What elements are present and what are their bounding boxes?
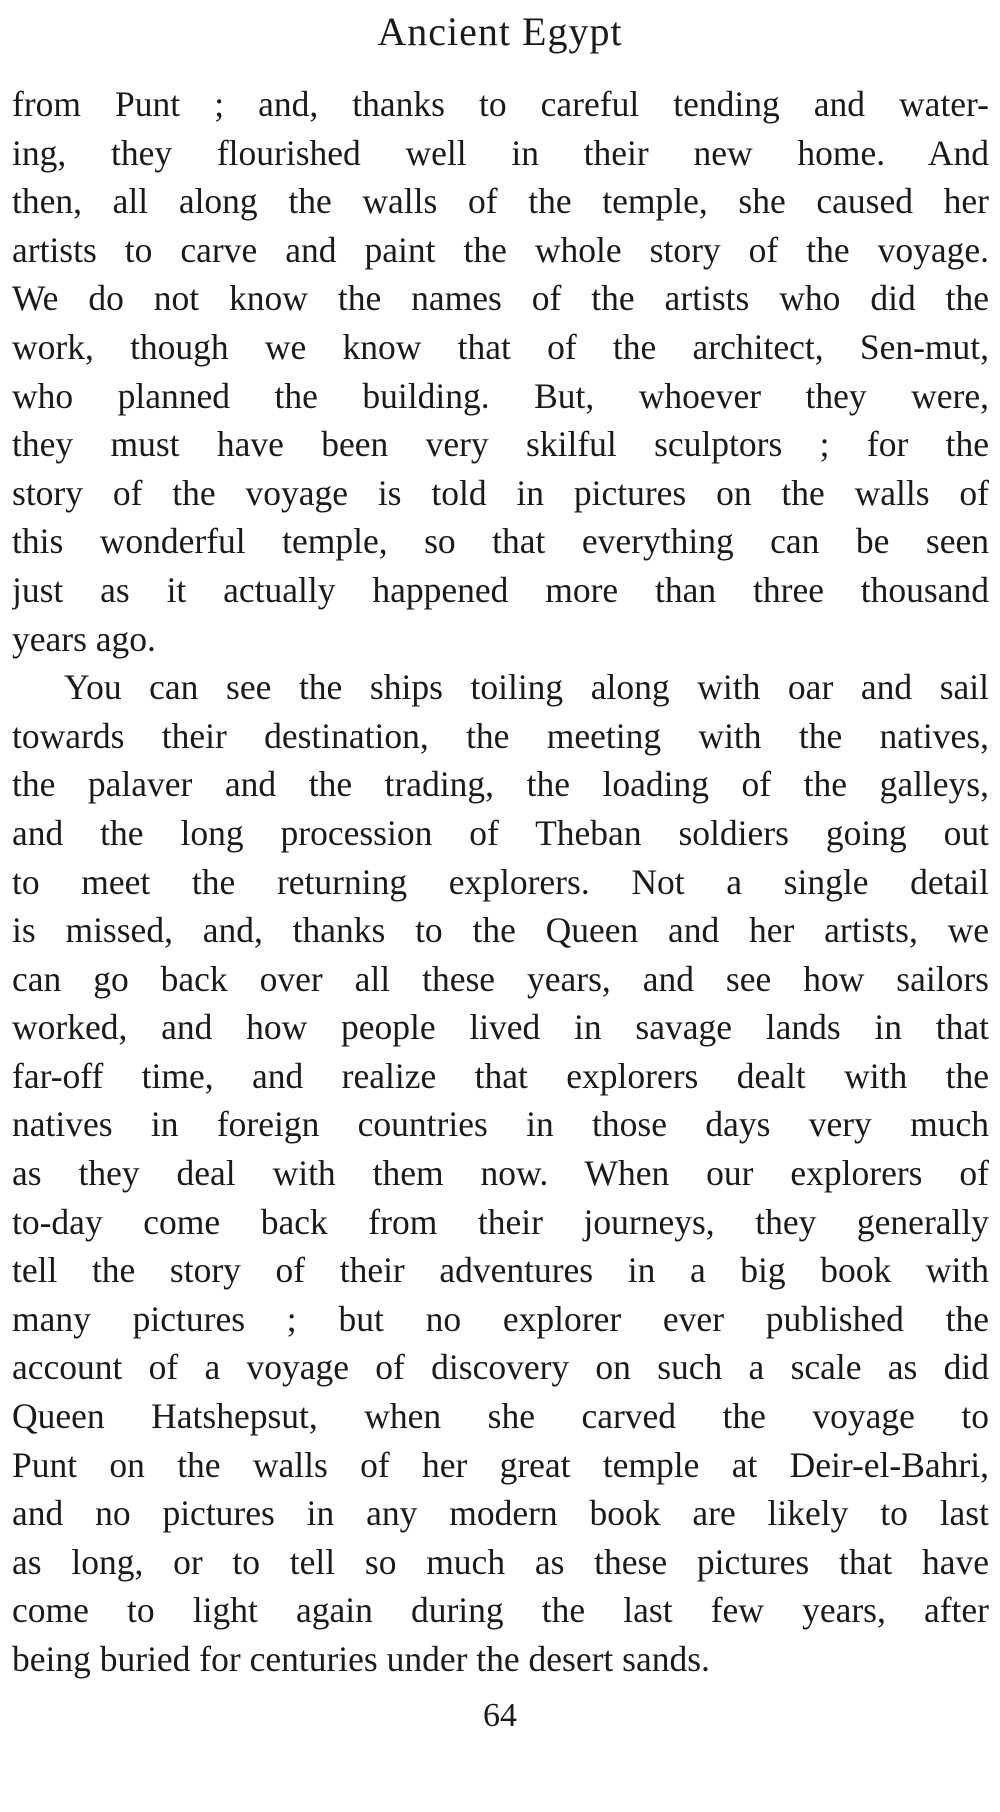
text-line: the palaver and the trading, the loading of the galleys,: [12, 764, 989, 805]
text-line: years ago.: [12, 618, 156, 659]
text-line: work, though we know that of the architect, Sen-mut,: [12, 326, 989, 367]
text-line: to meet the returning explorers. Not a single detail: [12, 861, 989, 902]
paragraph-2: [12, 663, 989, 1683]
text-line: just as it actually happened more than three thousand: [12, 569, 989, 610]
text-line: as they deal with them now. When our explorers of: [12, 1153, 989, 1194]
text-line: who planned the building. But, whoever they were,: [12, 375, 989, 416]
text-line: many pictures ; but no explorer ever published the: [12, 1298, 989, 1339]
text-line: and the long procession of Theban soldiers going out: [12, 812, 989, 853]
text-line: story of the voyage is told in pictures on the walls of: [12, 472, 989, 513]
text-line: artists to carve and paint the whole story of the voyage.: [12, 229, 989, 270]
text-line: this wonderful temple, so that everything can be seen: [12, 521, 989, 562]
text-line: and no pictures in any modern book are likely to last: [12, 1493, 989, 1534]
text-line: tell the story of their adventures in a big book with: [12, 1250, 989, 1291]
text-line: as long, or to tell so much as these pictures that have: [12, 1541, 989, 1582]
text-line: towards their destination, the meeting with the natives,: [12, 715, 989, 756]
text-line: then, all along the walls of the temple, she caused her: [12, 181, 989, 222]
running-head: Ancient Egypt: [377, 9, 623, 54]
text-line: from Punt ; and, thanks to careful tending and water-: [12, 84, 989, 124]
text-line: being buried for centuries under the desert sands.: [12, 1639, 710, 1679]
text-line: can go back over all these years, and see how sailors: [12, 958, 989, 999]
text-line: account of a voyage of discovery on such a scale as did: [12, 1347, 989, 1388]
text-line: Queen Hatshepsut, when she carved the voyage to: [12, 1396, 989, 1437]
text-line: natives in foreign countries in those days very much: [12, 1104, 989, 1145]
text-line: Punt on the walls of her great temple at Deir-el-Bahri,: [12, 1444, 989, 1485]
text-line: far-off time, and realize that explorers dealt with the: [12, 1055, 989, 1096]
page-number: 64: [483, 1697, 517, 1734]
text-line: come to light again during the last few years, after: [12, 1590, 989, 1631]
text-line: they must have been very skilful sculptors ; for the: [12, 424, 989, 465]
text-line: You can see the ships toiling along with oar and sail: [64, 667, 989, 708]
paragraph-1: [12, 80, 989, 663]
text-line: ing, they flourished well in their new home. And: [12, 132, 989, 173]
text-line: worked, and how people lived in savage lands in that: [12, 1007, 989, 1048]
text-line: is missed, and, thanks to the Queen and her artists, we: [12, 910, 989, 951]
text-line: to-day come back from their journeys, they generally: [12, 1201, 989, 1242]
text-line: We do not know the names of the artists who did the: [12, 278, 989, 319]
body-text: [12, 80, 989, 1684]
